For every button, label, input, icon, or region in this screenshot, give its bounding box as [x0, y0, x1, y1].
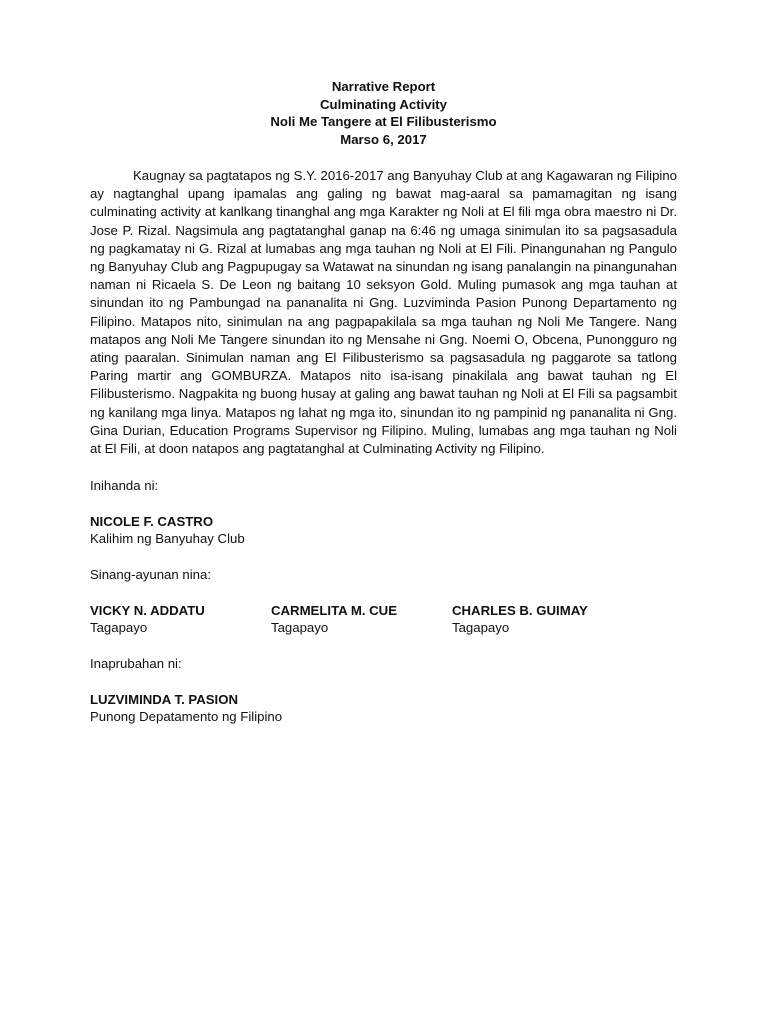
prepared-by-block: [90, 513, 677, 547]
document-page: [90, 78, 677, 725]
approved-by-name: LUZVIMINDA T. PASION: [90, 692, 238, 708]
endorser-role: Tagapayo: [452, 620, 510, 636]
prepared-by-label: Inihanda ni:: [90, 478, 159, 494]
endorsers-row: [90, 602, 677, 636]
endorser-block: [271, 602, 397, 636]
endorser-block: [452, 602, 588, 636]
report-subtitle: Culminating Activity: [319, 96, 447, 112]
approved-by-label: Inaprubahan ni:: [90, 656, 182, 672]
prepared-by-role: Kalihim ng Banyuhay Club: [90, 531, 245, 547]
endorser-role: Tagapayo: [271, 620, 329, 636]
report-topic: Noli Me Tangere at El Filibusterismo: [270, 114, 497, 129]
endorser-name: CHARLES B. GUIMAY: [452, 603, 588, 619]
endorser-name: VICKY N. ADDATU: [90, 603, 205, 619]
prepared-by-name: NICOLE F. CASTRO: [90, 514, 214, 530]
endorser-block: [90, 602, 205, 636]
narrative-paragraph: Kaugnay sa pagtatapos ng S.Y. 2016-2017 ang Banyuhay Club at ang Kagawaran ng Filipino ay nagtanghal upang ipamalas ang galing ng bawat mag-aaral sa pamamagitan ng isang culminating activity at kanlkang tinanghal ang mga Karakter ng Noli at El fili mga obra maestro ni Dr. Jose P. Rizal. Nagsimula ang pagtatanghal ganap na 6:46 ng umaga sinimulan ito sa pagsasadula ng pagkamatay ni G. Rizal at lumabas ang mga tauhan ng Noli at El Fili. Pinangunahan ng Pangulo ng Banyuhay Club ang Pagpupugay sa Watawat na sinundan ng isang panalangin na pinangunahan naman ni Ricaela S. De Leon ng baitang 10 seksyon Gold. Muling pumasok ang mga tauhan at sinundan ito ng Pambungad na pananalita ni Gng. Luzviminda Pasion Punong Departamento ng Filipino. Matapos nito, sinimulan na ang pagpapakilala sa mga tauhan ng Noli Me Tangere. Nang matapos ang Noli Me Tangere sinundan ito ng Mensahe ni Gng. Noemi O, Obcena, Punongguro ng ating paaralan. Sinimulan naman ang El Filibusterismo sa pagsasadula ng paggarote sa tatlong Paring martir ang GOMBURZA. Matapos nito isa-isang pinakilala ang bawat tauhan ng El Filibusterismo. Nagpakita ng buong husay at galing ang bawat tauhan ng Noli at El Fili sa pagsambit ng kanilang mga linya. Matapos ng lahat ng mga ito, sinundan ito ng pampinid ng pananalita ni Gng. Gina Durian, Education Programs Supervisor ng Filipino. Muling, lumabas ang mga tauhan ng Noli at El Fili, at doon natapos ang pagtatanghal at Culminating Activity ng Filipino.: [90, 168, 677, 457]
endorsed-by-label: Sinang-ayunan nina:: [90, 567, 211, 583]
report-title: Narrative Report: [331, 79, 436, 94]
approved-by-block: [90, 691, 677, 725]
report-heading: [90, 78, 677, 148]
report-date: Marso 6, 2017: [340, 131, 427, 147]
approved-by-role: Punong Depatamento ng Filipino: [90, 709, 283, 725]
endorser-role: Tagapayo: [90, 620, 148, 636]
endorser-name: CARMELITA M. CUE: [271, 603, 398, 619]
